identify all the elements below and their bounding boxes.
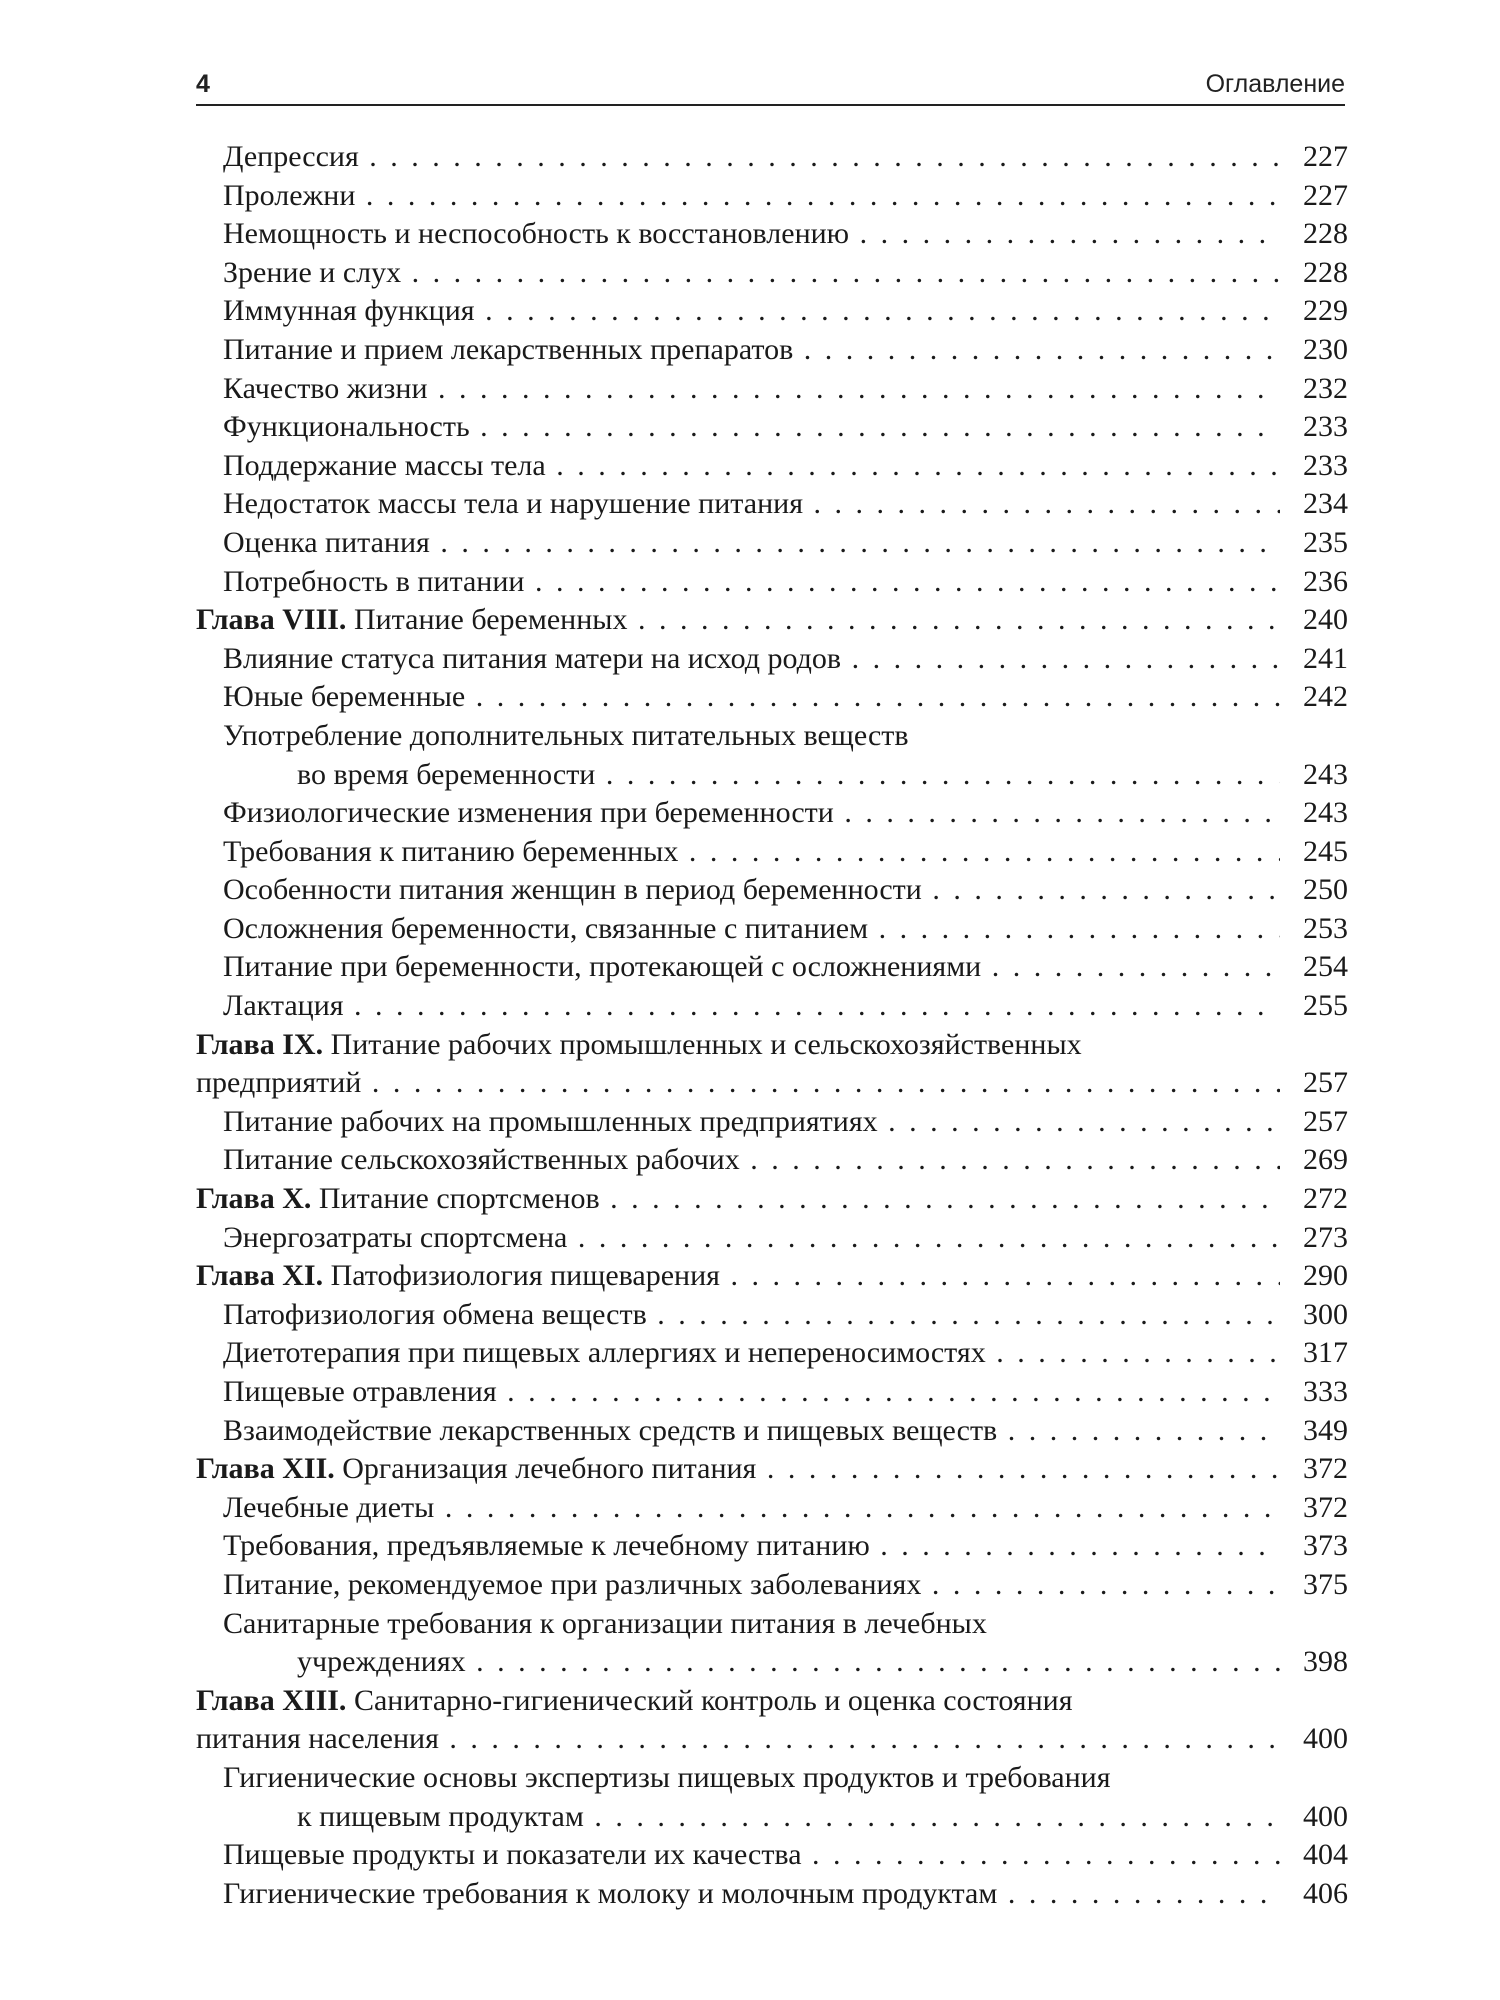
entry-text: Питание сельскохозяйственных рабочих — [223, 1143, 740, 1177]
toc-entry — [196, 215, 1348, 254]
toc-entry-title — [223, 1836, 1280, 1875]
toc-entry-title — [196, 1064, 1280, 1103]
chapter-label: Глава IX. — [196, 1027, 324, 1061]
toc-entry-title — [223, 408, 1280, 447]
entry-text: Питание рабочих на промышленных предприятиях — [223, 1104, 878, 1138]
toc-entry-title — [223, 948, 1280, 987]
running-header — [196, 68, 1345, 106]
toc-entry-title — [223, 177, 1280, 216]
toc-page-number: 349 — [1303, 1413, 1348, 1447]
entry-text: Питание спортсменов — [318, 1182, 600, 1216]
toc-entry-title — [196, 1720, 1280, 1759]
toc-page-number: 232 — [1303, 371, 1348, 405]
entry-text: предприятий — [196, 1066, 362, 1100]
toc-page-number: 243 — [1303, 757, 1348, 791]
toc-entry — [196, 1373, 1348, 1412]
toc-page-number: 229 — [1303, 294, 1348, 328]
toc-entry-title — [223, 1875, 1280, 1914]
toc-entry — [196, 948, 1348, 987]
toc-entry — [196, 678, 1348, 717]
toc-entry-title — [223, 1373, 1280, 1412]
toc-entry-title — [223, 987, 1280, 1026]
entry-text: Юные беременные — [223, 680, 466, 714]
toc-entry — [196, 1103, 1348, 1142]
entry-text: Осложнения беременности, связанные с питанием — [223, 911, 869, 945]
toc-entry-title — [223, 1103, 1280, 1142]
toc-entry — [196, 640, 1348, 679]
toc-page-number: 290 — [1303, 1259, 1348, 1293]
toc-entry — [196, 910, 1348, 949]
entry-text: Питание беременных — [353, 603, 628, 637]
toc-page-number: 400 — [1303, 1799, 1348, 1833]
toc-entry-title — [223, 1296, 1280, 1335]
toc-entry — [196, 756, 1348, 795]
entry-text: Употребление дополнительных питательных веществ — [223, 718, 909, 752]
entry-text: Пищевые отравления — [223, 1375, 497, 1408]
entry-text: Поддержание массы тела — [223, 448, 546, 482]
toc-entry — [196, 833, 1348, 872]
toc-entry — [196, 563, 1348, 602]
toc-entry-title — [196, 601, 1280, 640]
toc-entry — [196, 1720, 1348, 1759]
toc-page-number: 333 — [1303, 1375, 1348, 1408]
toc-entry — [196, 1798, 1348, 1837]
toc-page-number: 255 — [1303, 989, 1348, 1023]
toc-entry — [196, 1296, 1348, 1335]
entry-text: Питание, рекомендуемое при различных заболеваниях — [223, 1567, 922, 1601]
toc-page-number: 375 — [1303, 1567, 1348, 1601]
toc-entry — [196, 1064, 1348, 1103]
toc-page-number: 257 — [1303, 1104, 1348, 1138]
toc-chapter-entry — [196, 1682, 1348, 1721]
entry-text: питания населения — [196, 1722, 439, 1756]
entry-text: Качество жизни — [223, 371, 428, 405]
toc-page-number: 272 — [1303, 1182, 1348, 1216]
toc-entry — [196, 717, 1348, 756]
entry-text: Лактация — [223, 989, 344, 1023]
entry-text: Особенности питания женщин в период беременности — [223, 873, 922, 907]
entry-text: Питание при беременности, протекающей с осложнениями — [223, 950, 982, 984]
toc-entry-title — [297, 756, 1280, 795]
toc-entry — [196, 485, 1348, 524]
entry-text: учреждениях — [297, 1645, 466, 1679]
toc-page-number: 257 — [1303, 1066, 1348, 1100]
toc-entry-title — [223, 254, 1280, 293]
toc-page-number: 228 — [1303, 255, 1348, 289]
toc-entry-title — [223, 833, 1280, 872]
toc-entry-title — [223, 640, 1280, 679]
toc-page-number: 317 — [1303, 1336, 1348, 1370]
toc-entry-title — [223, 292, 1280, 331]
entry-text: Гигиенические основы экспертизы пищевых продуктов и требования — [223, 1760, 1111, 1794]
toc-entry-title — [223, 485, 1280, 524]
toc-page-number: 406 — [1303, 1876, 1348, 1910]
entry-text: Пищевые продукты и показатели их качества — [223, 1838, 802, 1872]
entry-text: Требования к питанию беременных — [223, 834, 679, 868]
toc-entry-title — [223, 215, 1280, 254]
toc-entry — [196, 1605, 1348, 1644]
entry-text: Требования, предъявляемые к лечебному питанию — [223, 1529, 870, 1563]
entry-text: Депрессия — [223, 140, 359, 173]
toc-entry — [196, 138, 1348, 177]
toc-entry-title — [223, 871, 1280, 910]
toc-page-number: 242 — [1303, 680, 1348, 714]
toc-entry-title — [223, 138, 1280, 177]
toc-entry-title — [223, 563, 1280, 602]
toc-entry-title — [223, 1527, 1280, 1566]
toc-chapter-entry — [196, 1026, 1348, 1065]
entry-text: Взаимодействие лекарственных средств и пищевых веществ — [223, 1413, 998, 1447]
toc-entry — [196, 177, 1348, 216]
entry-text: Немощность и неспособность к восстановлению — [223, 217, 850, 251]
toc-chapter-entry — [196, 1450, 1348, 1489]
toc-entry-title — [223, 1489, 1280, 1528]
toc-page-number: 372 — [1303, 1490, 1348, 1524]
toc-page-number: 235 — [1303, 525, 1348, 559]
toc-entry-title — [223, 524, 1280, 563]
entry-text: Санитарно-гигиенический контроль и оценка состояния — [353, 1683, 1073, 1717]
toc-page-number: 250 — [1303, 873, 1348, 907]
toc-entry — [196, 408, 1348, 447]
toc-entry — [196, 1836, 1348, 1875]
entry-text: Патофизиология пищеварения — [330, 1259, 720, 1293]
entry-text: Влияние статуса питания матери на исход родов — [223, 641, 842, 675]
toc-entry-title — [223, 1759, 1348, 1798]
toc-entry — [196, 1527, 1348, 1566]
toc-entry — [196, 987, 1348, 1026]
toc-entry-title — [223, 1605, 1348, 1644]
toc-entry — [196, 331, 1348, 370]
toc-entry — [196, 1875, 1348, 1914]
toc-entry — [196, 794, 1348, 833]
running-title: Оглавление — [1205, 70, 1345, 98]
entry-text: Патофизиология обмена веществ — [223, 1297, 647, 1331]
toc-entry — [196, 447, 1348, 486]
toc-entry-title — [196, 1026, 1348, 1065]
toc-entry-title — [223, 717, 1348, 756]
entry-text: Организация лечебного питания — [342, 1452, 757, 1486]
toc-chapter-entry — [196, 601, 1348, 640]
table-of-contents — [196, 138, 1348, 1913]
toc-entry-title — [223, 1412, 1280, 1451]
entry-text: Питание и прием лекарственных препаратов — [223, 332, 794, 366]
entry-text: Лечебные диеты — [223, 1490, 435, 1524]
toc-entry-title — [297, 1643, 1280, 1682]
toc-entry-title — [196, 1257, 1280, 1296]
toc-page-number: 245 — [1303, 834, 1348, 868]
toc-entry — [196, 1334, 1348, 1373]
toc-page-number: 241 — [1303, 641, 1348, 675]
entry-text: Гигиенические требования к молоку и молочным продуктам — [223, 1876, 998, 1910]
toc-entry-title — [196, 1682, 1348, 1721]
entry-text: Пролежни — [223, 178, 356, 212]
chapter-label: Глава VIII. — [196, 603, 347, 637]
toc-page-number: 373 — [1303, 1529, 1348, 1563]
entry-text: Оценка питания — [223, 525, 430, 559]
toc-entry-title — [223, 447, 1280, 486]
entry-text: Физиологические изменения при беременности — [223, 796, 834, 830]
toc-entry — [196, 1412, 1348, 1451]
toc-page-number: 254 — [1303, 950, 1348, 984]
entry-text: Недостаток массы тела и нарушение питания — [223, 487, 803, 521]
entry-text: Зрение и слух — [223, 255, 402, 289]
toc-entry-title — [223, 910, 1280, 949]
page-number: 4 — [196, 70, 210, 98]
toc-page-number: 240 — [1303, 603, 1348, 637]
toc-entry-title — [223, 1566, 1280, 1605]
toc-entry-title — [196, 1450, 1280, 1489]
chapter-label: Глава XIII. — [196, 1683, 347, 1717]
toc-page-number: 273 — [1303, 1220, 1348, 1254]
toc-page-number: 234 — [1303, 487, 1348, 521]
entry-text: Санитарные требования к организации питания в лечебных — [223, 1606, 987, 1640]
toc-page-number: 228 — [1303, 217, 1348, 251]
toc-page-number: 400 — [1303, 1722, 1348, 1756]
entry-text: к пищевым продуктам — [297, 1799, 584, 1833]
toc-page-number: 372 — [1303, 1452, 1348, 1486]
chapter-label: Глава X. — [196, 1182, 312, 1216]
entry-text: во время беременности — [297, 757, 596, 791]
toc-page-number: 243 — [1303, 796, 1348, 830]
entry-text: Функциональность — [223, 410, 470, 444]
toc-chapter-entry — [196, 1257, 1348, 1296]
toc-entry — [196, 292, 1348, 331]
toc-page-number: 398 — [1303, 1645, 1348, 1679]
toc-page-number: 233 — [1303, 410, 1348, 444]
toc-entry-title — [223, 678, 1280, 717]
entry-text: Диетотерапия при пищевых аллергиях и непереносимостях — [223, 1336, 986, 1370]
toc-entry — [196, 524, 1348, 563]
toc-entry-title — [297, 1798, 1280, 1837]
toc-page-number: 227 — [1303, 178, 1348, 212]
toc-entry — [196, 1219, 1348, 1258]
entry-text: Питание рабочих промышленных и сельскохозяйственных — [330, 1027, 1082, 1061]
toc-page-number: 230 — [1303, 332, 1348, 366]
toc-entry-title — [223, 1141, 1280, 1180]
toc-entry — [196, 1489, 1348, 1528]
toc-page-number: 236 — [1303, 564, 1348, 598]
toc-page-number: 269 — [1303, 1143, 1348, 1177]
toc-page-number: 233 — [1303, 448, 1348, 482]
toc-page-number: 300 — [1303, 1297, 1348, 1331]
toc-chapter-entry — [196, 1180, 1348, 1219]
toc-entry-title — [223, 370, 1280, 409]
toc-entry-title — [196, 1180, 1280, 1219]
entry-text: Потребность в питании — [223, 564, 525, 598]
toc-entry — [196, 1759, 1348, 1798]
entry-text: Энергозатраты спортсмена — [223, 1220, 568, 1254]
toc-entry — [196, 370, 1348, 409]
entry-text: Иммунная функция — [223, 294, 475, 328]
toc-entry — [196, 254, 1348, 293]
toc-page-number: 253 — [1303, 911, 1348, 945]
chapter-label: Глава XII. — [196, 1452, 335, 1486]
toc-entry — [196, 871, 1348, 910]
toc-entry-title — [223, 1219, 1280, 1258]
toc-entry — [196, 1643, 1348, 1682]
toc-page-number: 404 — [1303, 1838, 1348, 1872]
toc-entry — [196, 1566, 1348, 1605]
chapter-label: Глава XI. — [196, 1259, 324, 1293]
toc-entry-title — [223, 1334, 1280, 1373]
toc-entry-title — [223, 331, 1280, 370]
toc-page-number: 227 — [1303, 140, 1348, 173]
toc-entry-title — [223, 794, 1280, 833]
toc-entry — [196, 1141, 1348, 1180]
